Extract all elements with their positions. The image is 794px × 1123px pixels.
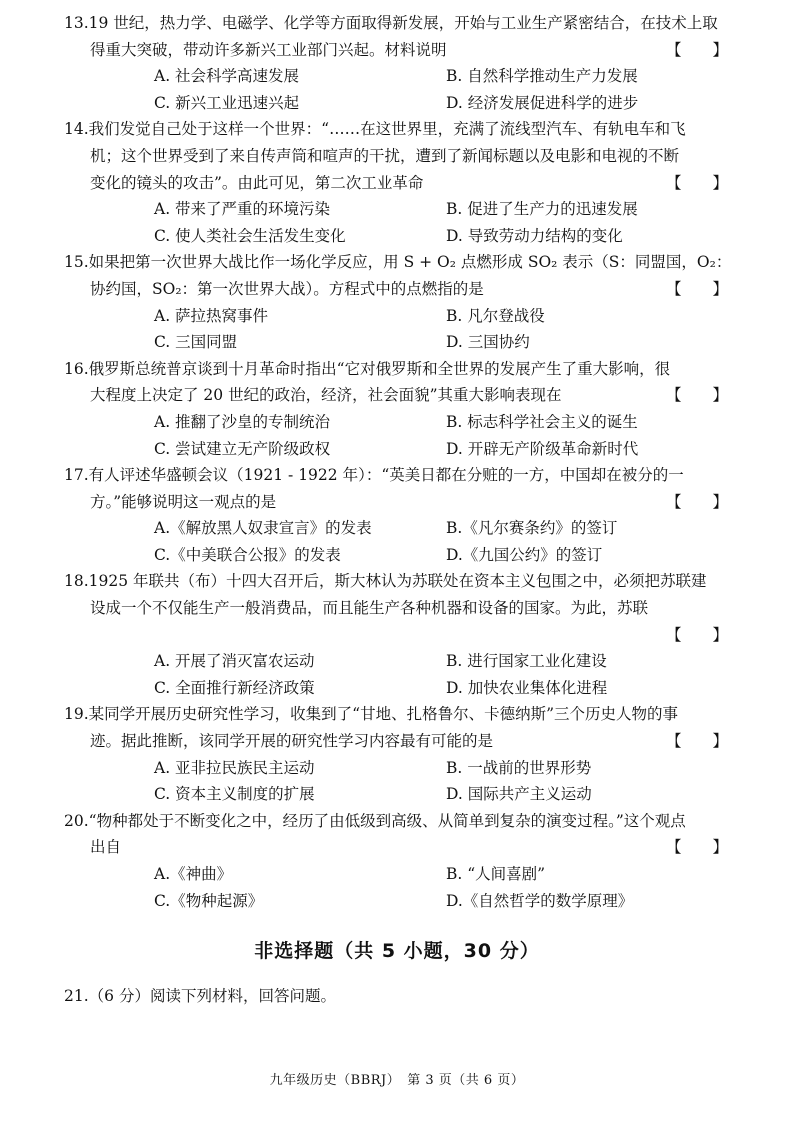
option-b[interactable]: B. 促进了生产力的迅速发展 [446,200,638,219]
question-19-line-1: 19.某同学开展历史研究性学习，收集到了“甘地、扎格鲁尔、卡德纳斯”三个历史人物的事 [64,705,679,724]
answer-bracket[interactable]: 【 】 [665,492,728,511]
question-16 [0,356,794,462]
question-17-line-2: 方。”能够说明这一观点的是 【 】 [64,489,738,516]
option-d[interactable]: D. 经济发展促进科学的进步 [446,93,639,112]
answer-bracket[interactable]: 【 】 [665,40,728,59]
question-20-line-1: 20.“物种都处于不断变化之中，经历了由低级到高级、从简单到复杂的演变过程。”这个观点 [64,811,686,830]
option-c[interactable]: C. 尝试建立无产阶级政权 [154,439,331,458]
option-c[interactable]: C. 使人类社会生活发生变化 [154,226,346,245]
option-c[interactable]: C.《物种起源》 [154,891,264,910]
options-row [64,303,738,330]
option-d[interactable]: D.《九国公约》的签订 [446,545,603,564]
options-row [64,542,738,569]
question-19-line-2: 迹。据此推断，该同学开展的研究性学习内容最有可能的是 【 】 [64,728,738,755]
question-14-line-2: 机；这个世界受到了来自传声筒和喧声的干扰，遭到了新闻标题以及电影和电视的不断 [90,146,680,165]
question-14-line-1: 14.我们发觉自己处于这样一个世界：“……在这世界里，充满了流线型汽车、有轨电车和飞 [64,120,686,139]
question-17 [0,462,794,568]
page-footer: 九年级历史（BBRJ） 第 3 页（共 6 页） [269,1073,525,1088]
question-21: 21.（6 分）阅读下列材料，回答问题。 [64,986,336,1005]
question-15 [0,249,794,355]
option-d[interactable]: D. 开辟无产阶级革命新时代 [446,439,639,458]
question-14 [0,116,794,249]
options-row [64,409,738,436]
answer-bracket[interactable]: 【 】 [665,279,728,298]
option-b[interactable]: B. 一战前的世界形势 [446,758,592,777]
question-number: 14. [64,120,89,139]
answer-bracket[interactable]: 【 】 [665,732,728,751]
question-13-line-2: 得重大突破，带动许多新兴工业部门兴起。材料说明 【 】 [64,37,738,64]
answer-bracket[interactable]: 【 】 [665,838,728,857]
options-row [64,515,738,542]
question-number: 20. [64,811,89,830]
option-d[interactable]: D. 三国协约 [446,333,530,352]
option-a[interactable]: A. 推翻了沙皇的专制统治 [154,412,331,431]
question-18-bracket-line [64,622,738,649]
answer-bracket[interactable]: 【 】 [665,625,728,644]
option-a[interactable]: A.《神曲》 [154,865,233,883]
options-row [64,436,738,463]
option-b[interactable]: B. 进行国家工业化建设 [446,652,607,671]
options-row [64,648,738,675]
question-13 [0,10,794,116]
question-20 [0,808,794,914]
question-number: 16. [64,359,89,378]
option-a[interactable]: A. 带来了严重的环境污染 [154,200,331,219]
options-row [64,861,738,888]
option-a[interactable]: A.《解放黑人奴隶宣言》的发表 [154,519,372,538]
option-c[interactable]: C.《中美联合公报》的发表 [154,545,341,564]
answer-bracket[interactable]: 【 】 [665,173,728,192]
question-18-line-1: 18.1925 年联共（布）十四大召开后，斯大林认为苏联处在资本主义包围之中，必须把苏联建 [64,572,707,591]
option-c[interactable]: C. 三国同盟 [154,333,238,352]
option-b[interactable]: B.《凡尔赛条约》的签订 [446,519,618,538]
question-16-line-1: 16.俄罗斯总统普京谈到十月革命时指出“它对俄罗斯和全世界的发展产生了重大影响，很 [64,359,671,378]
question-16-line-2: 大程度上决定了 20 世纪的政治，经济，社会面貌”其重大影响表现在 【 】 [64,382,738,409]
options-row [64,196,738,223]
options-row [64,90,738,117]
question-17-line-1: 17.有人评述华盛顿会议（1921 - 1922 年）：“英美日都在分赃的一方，中国却在被分的一 [64,466,684,485]
option-b[interactable]: B. 自然科学推动生产力发展 [446,67,638,86]
question-15-line-1: 15.如果把第一次世界大战比作一场化学反应，用 S + O₂ 点燃形成 SO₂ 表示（S：同盟国，O₂： [64,253,732,272]
question-18-line-2: 设成一个不仅能生产一般消费品，而且能生产各种机器和设备的国家。为此，苏联 [90,599,649,618]
question-number: 19. [64,705,89,724]
option-b[interactable]: B. 标志科学社会主义的诞生 [446,412,638,431]
question-number: 17. [64,466,89,485]
option-d[interactable]: D. 国际共产主义运动 [446,785,592,804]
section-title: 非选择题（共 5 小题，30 分） [254,940,540,963]
options-row [64,329,738,356]
option-d[interactable]: D. 加快农业集体化进程 [446,678,608,697]
answer-bracket[interactable]: 【 】 [665,386,728,405]
option-d[interactable]: D.《自然哲学的数学原理》 [446,891,634,910]
question-20-line-2: 出自 【 】 [64,834,738,861]
option-a[interactable]: A. 社会科学高速发展 [154,67,300,86]
question-number: 18. [64,572,89,591]
exam-page [0,10,794,1009]
options-row [64,63,738,90]
question-number: 15. [64,253,89,272]
question-19 [0,701,794,807]
options-row [64,781,738,808]
options-row [64,675,738,702]
option-a[interactable]: A. 开展了消灭富农运动 [154,652,315,671]
option-b[interactable]: B. “人间喜剧” [446,865,546,883]
options-row [64,755,738,782]
question-number: 13. [64,14,89,32]
option-a[interactable]: A. 萨拉热窝事件 [154,306,269,325]
option-c[interactable]: C. 全面推行新经济政策 [154,678,315,697]
options-row [64,223,738,250]
option-a[interactable]: A. 亚非拉民族民主运动 [154,758,315,777]
question-14-line-3: 变化的镜头的攻击”。由此可见，第二次工业革命 【 】 [64,170,738,197]
question-18 [0,568,794,701]
question-15-line-2: 协约国，SO₂：第一次世界大战）。方程式中的点燃指的是 【 】 [64,276,738,303]
option-d[interactable]: D. 导致劳动力结构的变化 [446,226,623,245]
question-13-line-1: 13.19 世纪，热力学、电磁学、化学等方面取得新发展，开始与工业生产紧密结合，在技术上取 [64,14,718,32]
option-c[interactable]: C. 资本主义制度的扩展 [154,785,315,804]
option-c[interactable]: C. 新兴工业迅速兴起 [154,93,300,112]
options-row [64,888,738,915]
option-b[interactable]: B. 凡尔登战役 [446,306,545,325]
